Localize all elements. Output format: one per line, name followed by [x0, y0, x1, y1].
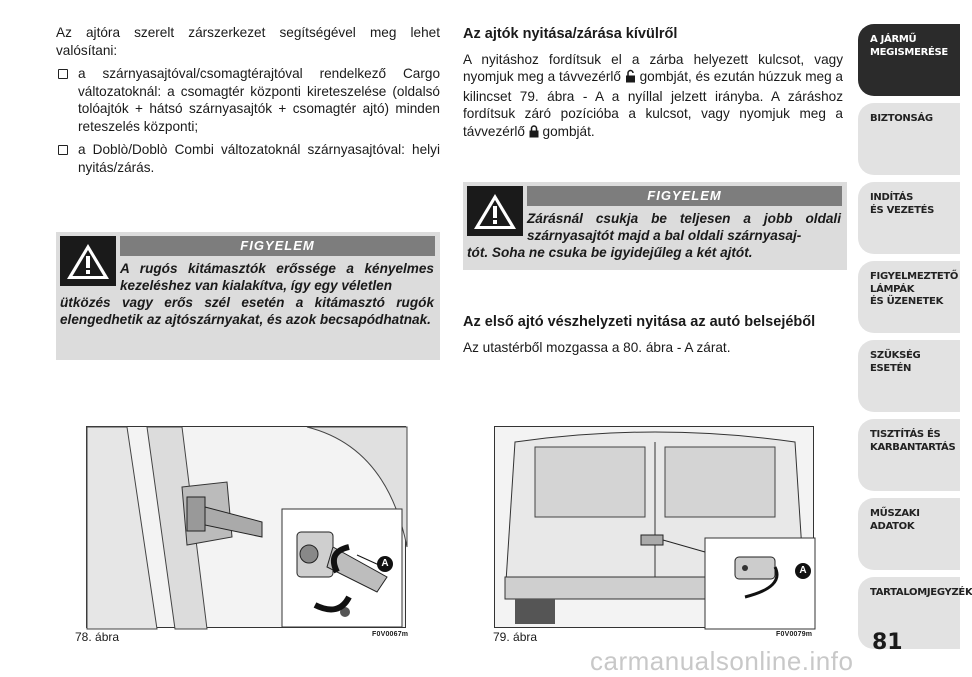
- emergency-instructions: Az utastérből mozgassa a 80. ábra - A zárat.: [463, 339, 731, 355]
- lock-icon: [529, 125, 539, 143]
- tab-maintenance[interactable]: TISZTÍTÁS ÉS KARBANTARTÁS: [858, 419, 960, 491]
- emergency-section: [463, 314, 843, 362]
- left-column: [56, 24, 440, 182]
- tab-safety[interactable]: BIZTONSÁG: [858, 103, 960, 175]
- marker-a-79: A: [795, 563, 811, 579]
- feature-list: [56, 65, 440, 176]
- watermark: carmanualsonline.info: [590, 646, 854, 676]
- checkbox-bullet-icon: [58, 145, 68, 155]
- marker-a-78: A: [377, 556, 393, 572]
- figure-code: F0V0067m: [372, 631, 409, 638]
- intro-text: Az ajtóra szerelt zárszerkezet segítségével meg lehet valósítani:: [56, 25, 440, 58]
- list-item: a Doblò/Doblò Combi változatoknál szárnyasajtóval: helyi nyitás/zárás.: [56, 141, 440, 176]
- warning-text: A rugós kitámasztók erőssége a kényelmes kezeléshez van kialakítva, így egy véletlen ütközés vagy erős szél esetén a kitámasztó rugók elengedhetik az ajtószárnyakat, és azok becsapódhatnak.: [60, 261, 434, 327]
- tab-emergency[interactable]: SZÜKSÉG ESETÉN: [858, 340, 960, 412]
- warning-title: FIGYELEM: [120, 236, 435, 256]
- section-heading-emergency: Az első ajtó vészhelyzeti nyitása az autó belsejéből: [463, 314, 816, 330]
- tab-index[interactable]: TARTALOMJEGYZÉK: [858, 577, 960, 649]
- unlock-icon: [625, 70, 636, 88]
- figure-79-rear-doors: [494, 426, 814, 628]
- tab-starting-driving[interactable]: INDÍTÁS ÉS VEZETÉS: [858, 182, 960, 254]
- list-item: a szárnyasajtóval/csomagtérajtóval rendelkező Cargo változatoknál: a csomagtér központi kireteszelése (oldalsó tolóajtók + hátsó szárnyasajtók + csomagtér ajtó) minden reteszelés központi;: [56, 65, 440, 135]
- figure-caption: 78. ábra: [75, 630, 120, 644]
- warning-box-left: [56, 232, 440, 360]
- warning-box-right: [463, 182, 847, 270]
- warning-title: FIGYELEM: [527, 186, 842, 206]
- figure-code: F0V0079m: [776, 631, 813, 638]
- checkbox-bullet-icon: [58, 69, 68, 79]
- tab-technical-data[interactable]: MŰSZAKI ADATOK: [858, 498, 960, 570]
- page-number: 81: [872, 630, 903, 655]
- section-heading-outside: Az ajtók nyitása/zárása kívülről: [463, 26, 678, 42]
- figure-78-door-check: [86, 426, 406, 628]
- right-column: [463, 26, 843, 148]
- chapter-sidebar: [858, 24, 972, 649]
- figure-caption: 79. ábra: [493, 630, 538, 644]
- warning-text: Zárásnál csukja be teljesen a jobb oldali szárnyasajtót majd a bal oldali szárnyasaj- tót. Soha ne csuka be igyidejűleg a két ajtót.: [467, 211, 841, 260]
- tab-vehicle-familiarization[interactable]: A JÁRMŰ MEGISMERÉSE: [858, 24, 960, 96]
- outside-instructions: A nyitáshoz fordítsuk el a zárba helyezett kulcsot, vagy nyomjuk meg a távvezérlő gombját, és ezután húzzuk meg a kilincset 79. ábra - A a nyíllal jelzett irányba. A záráshoz fordítsuk záró pozícióba a kulcsot, vagy nyomjuk meg a távvezérlő gombját.: [463, 51, 843, 143]
- tab-warning-lights[interactable]: FIGYELMEZTETŐ LÁMPÁK ÉS ÜZENETEK: [858, 261, 960, 333]
